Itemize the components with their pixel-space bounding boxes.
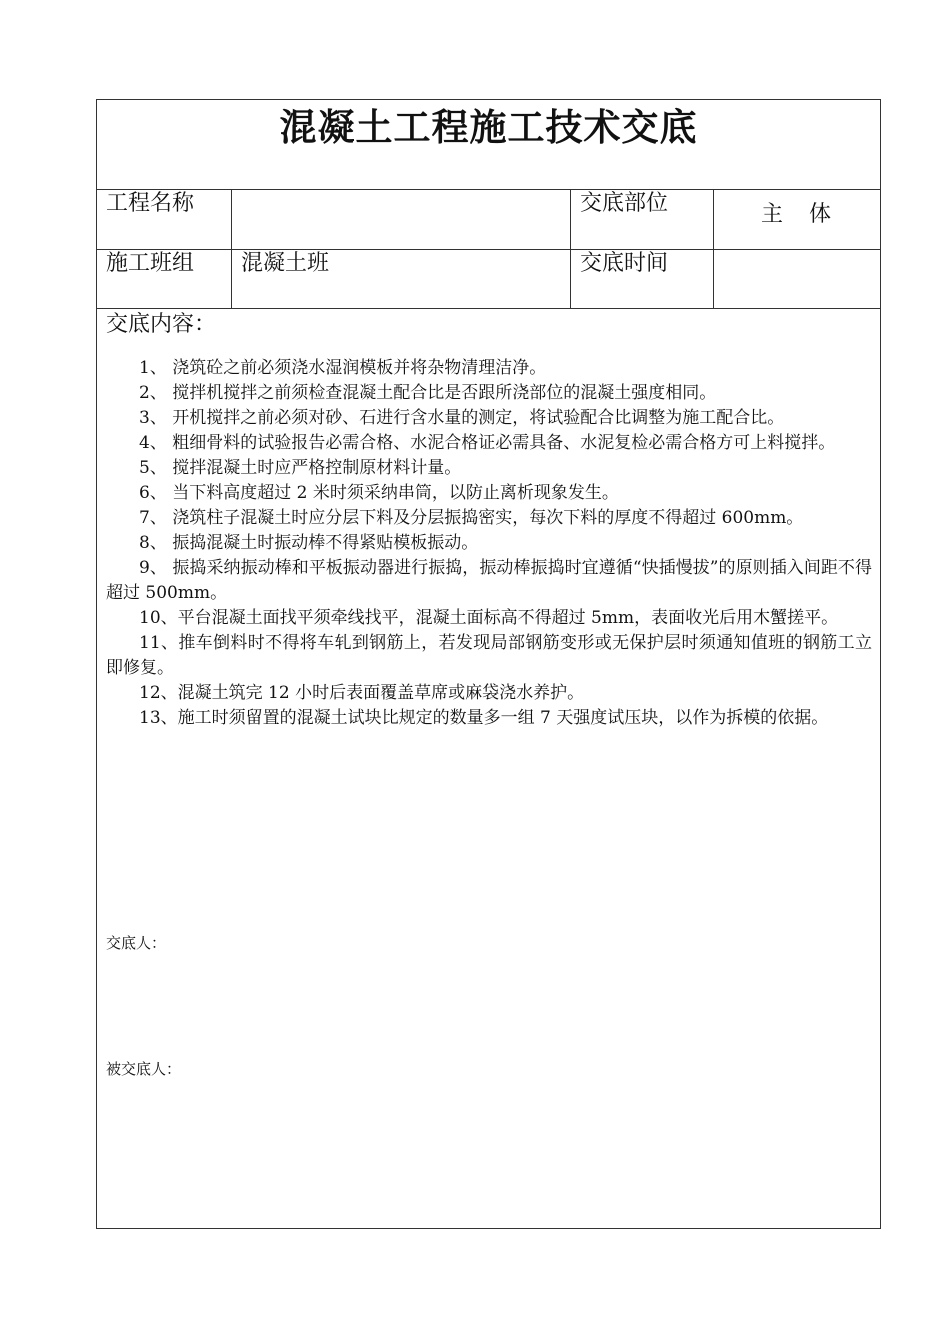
content-section <box>97 309 880 1228</box>
content-item: 2、 搅拌机搅拌之前须检查混凝土配合比是否跟所浇部位的混凝土强度相同。 <box>139 383 717 403</box>
header-row-team <box>97 250 880 309</box>
disclosure-time-label: 交底时间 <box>571 250 714 308</box>
content-item: 3、 开机搅拌之前必须对砂、石进行含水量的测定，将试验配合比调整为施工配合比。 <box>139 408 785 428</box>
team-label: 施工班组 <box>97 250 232 308</box>
content-items <box>106 356 872 731</box>
content-item: 8、 振捣混凝土时振动棒不得紧贴模板振动。 <box>139 533 479 553</box>
content-item: 7、 浇筑柱子混凝土时应分层下料及分层振捣密实，每次下料的厚度不得超过 600mm。 <box>139 508 804 528</box>
header-row-project <box>97 190 880 250</box>
content-item: 5、 搅拌混凝土时应严格控制原材料计量。 <box>139 458 462 478</box>
title-row <box>97 100 880 190</box>
disclosure-form <box>96 99 881 1229</box>
document-title: 混凝土工程施工技术交底 <box>279 105 698 149</box>
disclosure-time-value <box>714 250 880 308</box>
disclosure-part-value: 主 体 <box>760 202 833 227</box>
project-name-label: 工程名称 <box>97 190 232 249</box>
content-item: 10、平台混凝土面找平须牵线找平，混凝土面标高不得超过 5mm，表面收光后用木蟹搓平。 <box>139 608 839 628</box>
content-item: 12、混凝土筑完 12 小时后表面覆盖草席或麻袋浇水养护。 <box>139 683 585 703</box>
discloser-label: 交底人： <box>106 934 167 952</box>
content-item: 13、施工时须留置的混凝土试块比规定的数量多一组 7 天强度试压块，以作为拆模的依据。 <box>139 708 829 728</box>
team-value: 混凝土班 <box>232 250 571 308</box>
content-item: 9、 振捣采纳振动棒和平板振动器进行振捣，振动棒振捣时宜遵循“快插慢拔”的原则插入间距不得超过 500mm。 <box>106 558 872 603</box>
content-item: 1、 浇筑砼之前必须浇水湿润模板并将杂物清理洁净。 <box>139 358 547 378</box>
content-item: 4、 粗细骨料的试验报告必需合格、水泥合格证必需具备、水泥复检必需合格方可上料搅拌。 <box>139 433 836 453</box>
disclosure-part-label: 交底部位 <box>571 190 714 249</box>
disclosure-part-cell <box>714 190 880 249</box>
project-name-value <box>232 190 571 249</box>
content-item: 6、 当下料高度超过 2 米时须采纳串筒，以防止离析现象发生。 <box>139 483 619 503</box>
receiver-label: 被交底人： <box>106 1060 182 1078</box>
content-heading: 交底内容： <box>106 312 217 337</box>
content-item: 11、推车倒料时不得将车轧到钢筋上，若发现局部钢筋变形或无保护层时须通知值班的钢筋工立即修复。 <box>106 633 872 678</box>
